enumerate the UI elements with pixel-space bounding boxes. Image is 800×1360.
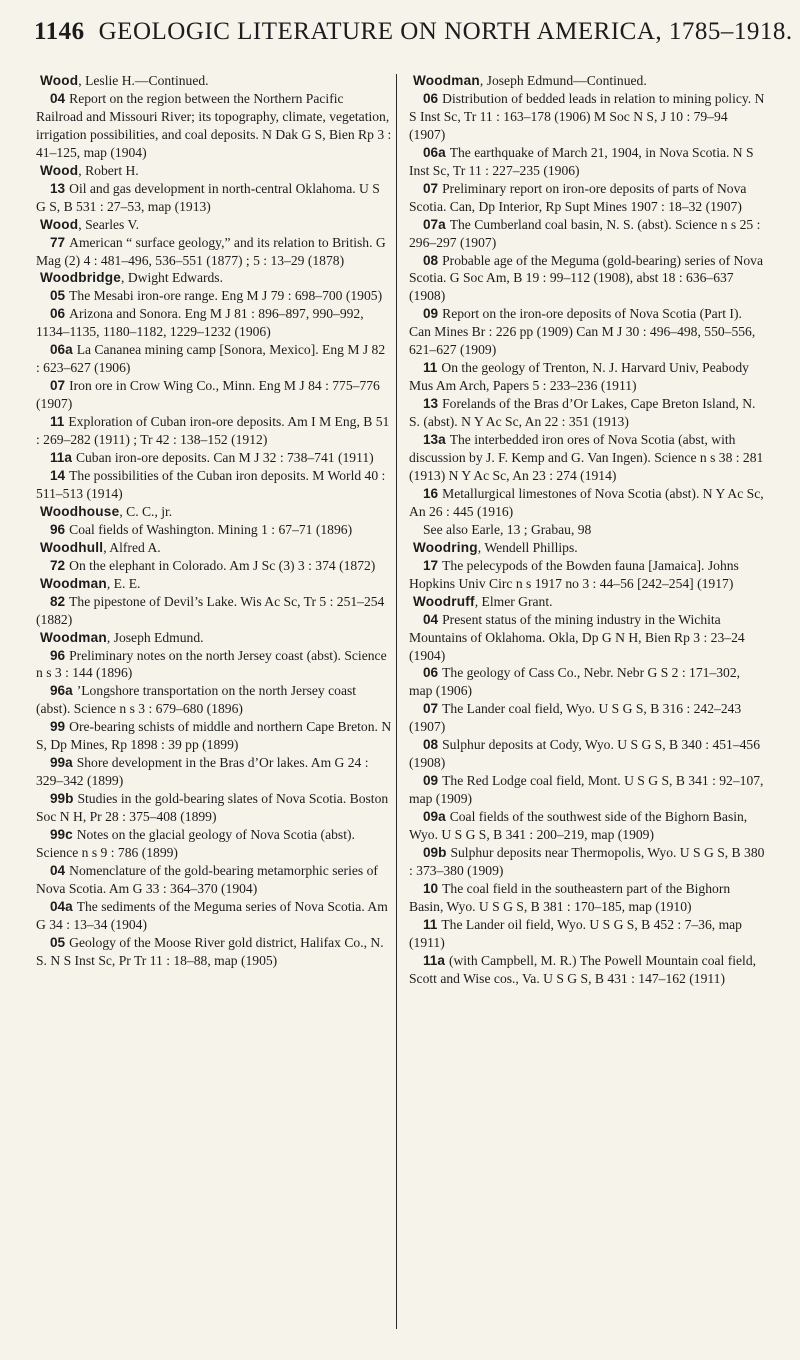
author-detail: , C. C., jr. [119,503,173,519]
author-heading [409,72,765,90]
author-detail: , Dwight Edwards. [121,270,223,286]
entry-text: Arizona and Sonora. Eng M J 81 : 896–897, 990–992, 1134–1135, 1180–1182, 1229–1232 (1906) [36,306,364,340]
left-column [36,72,392,970]
entry-text: Studies in the gold-bearing slates of Nova Scotia. Boston Soc N H, Pr 28 : 375–408 (1899) [36,791,389,825]
entry-number: 16 [423,485,439,501]
see-also-note: See also Earle, 13 ; Grabau, 98 [423,521,592,537]
bibliography-entry [36,718,392,754]
entry-number: 07 [50,378,66,394]
entry-text: The pipestone of Devil’s Lake. Wis Ac Sc, Tr 5 : 251–254 (1882) [36,593,385,627]
author-detail: , Elmer Grant. [474,593,553,609]
bibliography-entry [36,790,392,826]
entry-text: The pelecypods of the Bowden fauna [Jamaica]. Johns Hopkins Univ Circ n s 1917 no 3 : 44–56 [242–254] (1917) [409,557,739,591]
entry-text: Present status of the mining industry in the Wichita Mountains of Oklahoma. Okla, Dp G N H, Bien Rp 3 : 23–24 (1904) [409,611,745,663]
entry-text: The interbedded iron ores of Nova Scotia (abst, with discussion by J. F. Kemp and G. Van Ingen). Science n s 38 : 281 (1913) N Y Ac Sc, An 23 : 274 (1914) [409,432,764,483]
entry-number: 11a [50,450,72,466]
entry-text: The Lander coal field, Wyo. U S G S, B 316 : 242–243 (1907) [409,701,742,735]
entry-number: 96 [50,647,66,663]
bibliography-entry [36,413,392,449]
author-detail: , Searles V. [78,216,139,232]
entry-number: 09b [423,844,447,860]
entry-text: Coal fields of the southwest side of the Bighorn Basin, Wyo. U S G S, B 341 : 200–219, map (1909) [409,809,748,843]
entry-number: 07 [423,180,439,196]
entry-number: 06a [50,342,73,358]
entry-text: Ore-bearing schists of middle and northern Cape Breton. N S, Dp Mines, Rp 1898 : 39 pp (1899) [36,719,392,753]
entry-text: Exploration of Cuban iron-ore deposits. Am I M Eng, B 51 : 269–282 (1911) ; Tr 42 : 138–152 (1912) [36,414,390,448]
entry-text: Notes on the glacial geology of Nova Scotia (abst). Science n s 9 : 786 (1899) [36,827,355,860]
entry-text: The coal field in the southeastern part of the Bighorn Basin, Wyo. U S G S, B 381 : 170–185, map (1910) [409,880,731,914]
bibliography-entry [409,844,765,880]
bibliography-entry [36,754,392,790]
bibliography-entry [409,772,765,808]
entry-text: Geology of the Moose River gold district, Halifax Co., N. S. N S Inst Sc, Pr Tr 11 : 18–88, map (1905) [36,934,384,968]
bibliography-entry [36,826,392,862]
entry-number: 09 [423,306,439,322]
bibliography-entry [36,90,392,162]
author-heading [36,539,392,557]
entry-number: 82 [50,593,66,609]
bibliography-entry [36,234,392,270]
entry-text: The Lander oil field, Wyo. U S G S, B 452 : 7–36, map (1911) [409,916,742,950]
entry-text: On the geology of Trenton, N. J. Harvard Univ, Peabody Mus Am Arch, Papers 5 : 233–236 (1911) [409,360,749,394]
entry-text: Report on the iron-ore deposits of Nova Scotia (Part I). Can Mines Br : 226 pp (1909) Can M J 30 : 496–498, 550–556, 621–627 (1909) [409,306,756,358]
entry-number: 10 [423,880,439,896]
entry-text: The Cumberland coal basin, N. S. (abst). Science n s 25 : 296–297 (1907) [409,216,761,250]
entry-number: 72 [50,557,66,573]
bibliography-entry [36,862,392,898]
entry-number: 11 [50,414,65,430]
entry-text: (with Campbell, M. R.) The Powell Mountain coal field, Scott and Wise cos., Va. U S G S, B 431 : 147–162 (1911) [409,952,757,986]
entry-number: 06 [50,306,66,322]
entry-text: On the elephant in Colorado. Am J Sc (3) 3 : 374 (1872) [69,557,376,573]
entry-number: 04a [50,898,73,914]
bibliography-entry [409,557,765,593]
entry-number: 08 [423,737,439,753]
entry-text: The Red Lodge coal field, Mont. U S G S, B 341 : 92–107, map (1909) [409,773,764,807]
author-name: Woodruff [413,593,475,609]
entry-text: La Cananea mining camp [Sonora, Mexico]. Eng M J 82 : 623–627 (1906) [36,342,386,376]
author-name: Woodhull [40,539,104,555]
bibliography-entry [36,287,392,305]
entry-number: 11 [423,360,438,376]
author-heading [36,162,392,180]
bibliography-entry [409,808,765,844]
bibliography-entry [36,934,392,970]
entry-text: Nomenclature of the gold-bearing metamorphic series of Nova Scotia. Am G 33 : 364–370 (1904) [36,862,378,896]
entry-text: Sulphur deposits near Thermopolis, Wyo. U S G S, B 380 : 373–380 (1909) [409,844,765,878]
bibliography-entry [36,449,392,467]
bibliography-entry [409,664,765,700]
entry-text: Sulphur deposits at Cody, Wyo. U S G S, B 340 : 451–456 (1908) [409,737,761,771]
bibliography-entry [409,700,765,736]
entry-number: 99c [50,827,73,843]
entry-number: 99 [50,719,66,735]
author-heading [409,539,765,557]
right-column [409,72,765,988]
entry-text: Oil and gas development in north-central Oklahoma. U S G S, B 531 : 27–53, map (1913) [36,180,380,214]
entry-number: 08 [423,252,439,268]
entry-number: 13 [50,180,66,196]
entry-number: 96 [50,521,66,537]
bibliography-entry [409,916,765,952]
author-detail: , Robert H. [78,162,139,178]
entry-number: 99a [50,755,73,771]
page-running-title: GEOLOGIC LITERATURE ON NORTH AMERICA, 1785–1918. [98,18,793,45]
bibliography-entry [36,647,392,683]
entry-number: 06a [423,144,446,160]
entry-number: 11a [423,952,445,968]
bibliography-entry [409,359,765,395]
entry-text: The Mesabi iron-ore range. Eng M J 79 : 698–700 (1905) [69,288,383,304]
entry-number: 07a [423,216,446,232]
bibliography-entry [409,395,765,431]
author-name: Woodman [40,629,107,645]
bibliography-entry [409,90,765,144]
author-detail: , Alfred A. [103,539,161,555]
entry-text: The earthquake of March 21, 1904, in Nova Scotia. N S Inst Sc, Tr 11 : 227–235 (1906) [409,144,754,178]
entry-text: The geology of Cass Co., Nebr. Nebr G S 2 : 171–302, map (1906) [409,665,741,699]
author-heading [36,216,392,234]
bibliography-entry [409,952,765,988]
bibliography-entry [36,180,392,216]
entry-number: 14 [50,467,66,483]
author-name: Wood [40,73,79,88]
author-heading [409,593,765,611]
author-name: Wood [40,216,79,232]
entry-number: 17 [423,557,439,573]
entry-text: Preliminary notes on the north Jersey coast (abst). Science n s 3 : 144 (1896) [36,647,387,681]
entry-text: Report on the region between the Northern Pacific Railroad and Missouri River; its topography, climate, vegetation, irrigation possibilities, and coal deposits. N Dak G S, Bien Rp 3 : 41–125, map (1904) [36,90,392,160]
bibliography-entry [36,305,392,341]
author-heading [36,269,392,287]
page-number: 1146 [34,18,85,45]
bibliography-entry [409,485,765,521]
bibliography-entry [36,341,392,377]
entry-number: 11 [423,916,438,932]
author-name: Woodbridge [40,270,122,286]
bibliography-entry [409,144,765,180]
entry-text: Distribution of bedded leads in relation to mining policy. N S Inst Sc, Tr 11 : 163–178 (1906) M Soc N S, J 10 : 79–94 (1907) [409,90,765,142]
author-detail: , E. E. [106,575,141,591]
bibliography-entry [36,593,392,629]
author-detail: , Joseph Edmund. [106,629,204,645]
author-heading [36,629,392,647]
author-detail: , Leslie H.—Continued. [78,73,209,88]
entry-number: 09 [423,773,439,789]
entry-text: ’Longshore transportation on the north Jersey coast (abst). Science n s 3 : 679–680 (1896) [36,683,357,717]
entry-number: 09a [423,809,446,825]
entry-number: 96a [50,683,73,699]
column-divider [396,74,397,1329]
author-detail: , Joseph Edmund—Continued. [479,73,647,88]
entry-number: 04 [50,90,66,106]
entry-text: Coal fields of Washington. Mining 1 : 67–71 (1896) [69,521,353,537]
entry-number: 07 [423,701,439,717]
bibliography-entry [36,521,392,539]
bibliography-entry [409,216,765,252]
entry-text: Shore development in the Bras d’Or lakes. Am G 24 : 329–342 (1899) [36,755,369,789]
bibliography-entry [409,252,765,306]
entry-text: The sediments of the Meguma series of Nova Scotia. Am G 34 : 13–34 (1904) [36,898,388,932]
author-name: Woodring [413,539,478,555]
bibliography-entry [409,305,765,359]
entry-number: 99b [50,791,74,807]
entry-number: 04 [423,611,439,627]
entry-number: 05 [50,934,66,950]
author-heading [36,72,392,90]
bibliography-entry [36,898,392,934]
author-name: Woodman [40,575,107,591]
entry-number: 13 [423,396,439,412]
entry-text: Metallurgical limestones of Nova Scotia (abst). N Y Ac Sc, An 26 : 445 (1916) [409,485,764,519]
bibliography-entry [36,557,392,575]
entry-text: Preliminary report on iron-ore deposits of parts of Nova Scotia. Can, Dp Interior, Rp Supt Mines 1907 : 18–32 (1907) [409,180,747,214]
entry-number: 06 [423,665,439,681]
bibliography-entry [36,467,392,503]
entry-number: 05 [50,288,66,304]
bibliography-entry [36,682,392,718]
entry-number: 06 [423,90,439,106]
entry-text: Forelands of the Bras d’Or Lakes, Cape Breton Island, N. S. (abst). N Y Ac Sc, An 22 : 351 (1913) [409,396,756,430]
entry-text: Cuban iron-ore deposits. Can M J 32 : 738–741 (1911) [75,450,374,466]
bibliography-entry [409,180,765,216]
author-detail: , Wendell Phillips. [477,539,578,555]
bibliography-entry [36,377,392,413]
entry-text: The possibilities of the Cuban iron deposits. M World 40 : 511–513 (1914) [36,467,386,501]
entry-text: Iron ore in Crow Wing Co., Minn. Eng M J 84 : 775–776 (1907) [36,378,380,412]
author-name: Wood [40,162,79,178]
entry-number: 77 [50,234,66,250]
entry-text: Probable age of the Meguma (gold-bearing) series of Nova Scotia. G Soc Am, B 19 : 99–112 (1908), abst 18 : 636–637 (1908) [409,252,763,304]
page-header [34,18,793,58]
bibliography-entry [409,431,765,485]
entry-number: 04 [50,862,66,878]
author-name: Woodhouse [40,503,120,519]
author-heading [36,503,392,521]
author-name: Woodman [413,73,480,88]
bibliography-entry [409,880,765,916]
bibliography-entry [409,736,765,772]
author-heading [36,575,392,593]
entry-text: American “ surface geology,” and its relation to British. G Mag (2) 4 : 481–496, 536–551 (1877) ; 5 : 13–29 (1878) [36,234,386,268]
bibliography-entry [409,611,765,665]
entry-number: 13a [423,432,446,448]
